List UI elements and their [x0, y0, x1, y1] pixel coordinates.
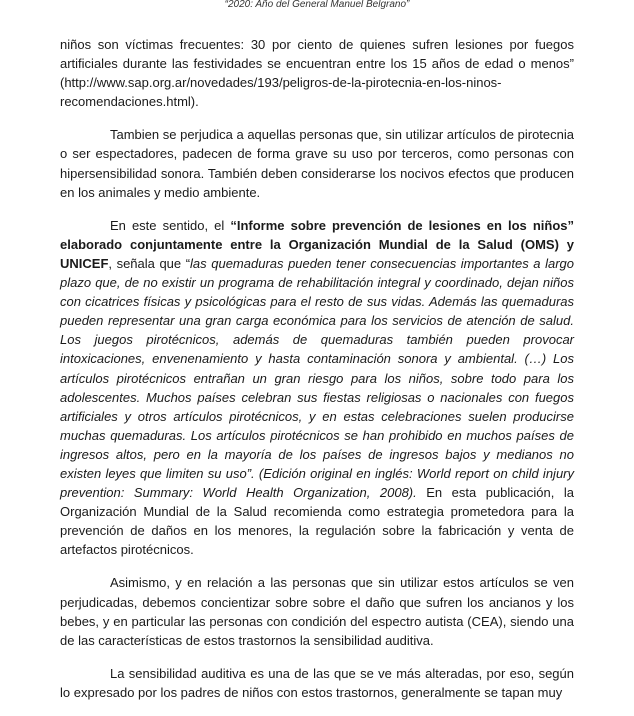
report-quote-italic: las quemaduras pueden tener consecuencias importantes a largo plazo que, de no existir un programa de rehabilitación integral y coordinado, dejan niños con cicatrices físicas y psicológicas para el resto de sus vidas. Además las quemaduras pueden representar una gran carga económica para los servicios de atención de salud. Los juegos pirotécnicos, además de quemaduras también pueden provocar intoxicaciones, envenenamiento y hasta contaminación sonora y ambiental. (…) Los artículos pirotécnicos entrañan un gran riesgo para los niños, sobre todo para los adolescentes. Muchos países celebran sus fiestas religiosas o nacionales con fuegos artificiales y otros artículos pirotécnicos, y en estas celebraciones suelen producirse muchas quemaduras. Los artículos pirotécnicos se han prohibido en muchos países de ingresos altos, pero en la mayoría de los países de ingresos bajos y medianos no existen leyes que limiten su uso”. (Edición original en inglés: World report on child injury prevention: Summary: World Health Organization, 2008).: [60, 255, 574, 501]
paragraph-3-tail: En esta publicación, la Organización Mundial de la Salud recomienda como estrategia prometedora para la prevención de daños en los menores, la regulación sobre la fabricación y venta de artefactos pirotécnicos.: [60, 485, 574, 558]
paragraph-4: Asimismo, y en relación a las personas que sin utilizar estos artículos se ven perjudicadas, debemos concientizar sobre sobre el daño que sufren los ancianos y los bebes, y en particular las personas con condición del espectro autista (CEA), siendo una de las características de estos trastornos la sensibilidad auditiva.: [60, 575, 574, 648]
document-body: [60, 35, 574, 716]
paragraph-3-mid: , señala que “: [108, 255, 191, 271]
page-header: [0, 0, 634, 12]
paragraph-5: La sensibilidad auditiva es una de las que se ve más alteradas, por eso, según lo expresado por los padres de niños con estos trastornos, generalmente se tapan muy: [60, 665, 574, 700]
paragraph-1: niños son víctimas frecuentes: 30 por ciento de quienes sufren lesiones por fuegos artificiales durante las festividades se encuentran entre los 15 años de edad o menos” (http://www.sap.org.ar/novedades/193/peligros-de-la-pirotecnia-en-los-ninos-recomendaciones.html).: [60, 37, 574, 110]
paragraph-3: [60, 216, 574, 560]
report-title-bold: “Informe sobre prevención de lesiones en los niños” elaborado conjuntamente entre la Organización Mundial de la Salud (OMS) y UNICEF: [60, 217, 574, 271]
paragraph-2: Tambien se perjudica a aquellas personas que, sin utilizar artículos de pirotecnia o ser espectadores, padecen de forma grave su uso por terceros, como personas con hipersensibilidad sonora. También deben considerarse los nocivos efectos que producen en los animales y medio ambiente.: [60, 127, 574, 200]
paragraph-3-lead: En este sentido, el: [110, 217, 231, 233]
header-motto: “2020: Año del General Manuel Belgrano”: [224, 0, 410, 10]
